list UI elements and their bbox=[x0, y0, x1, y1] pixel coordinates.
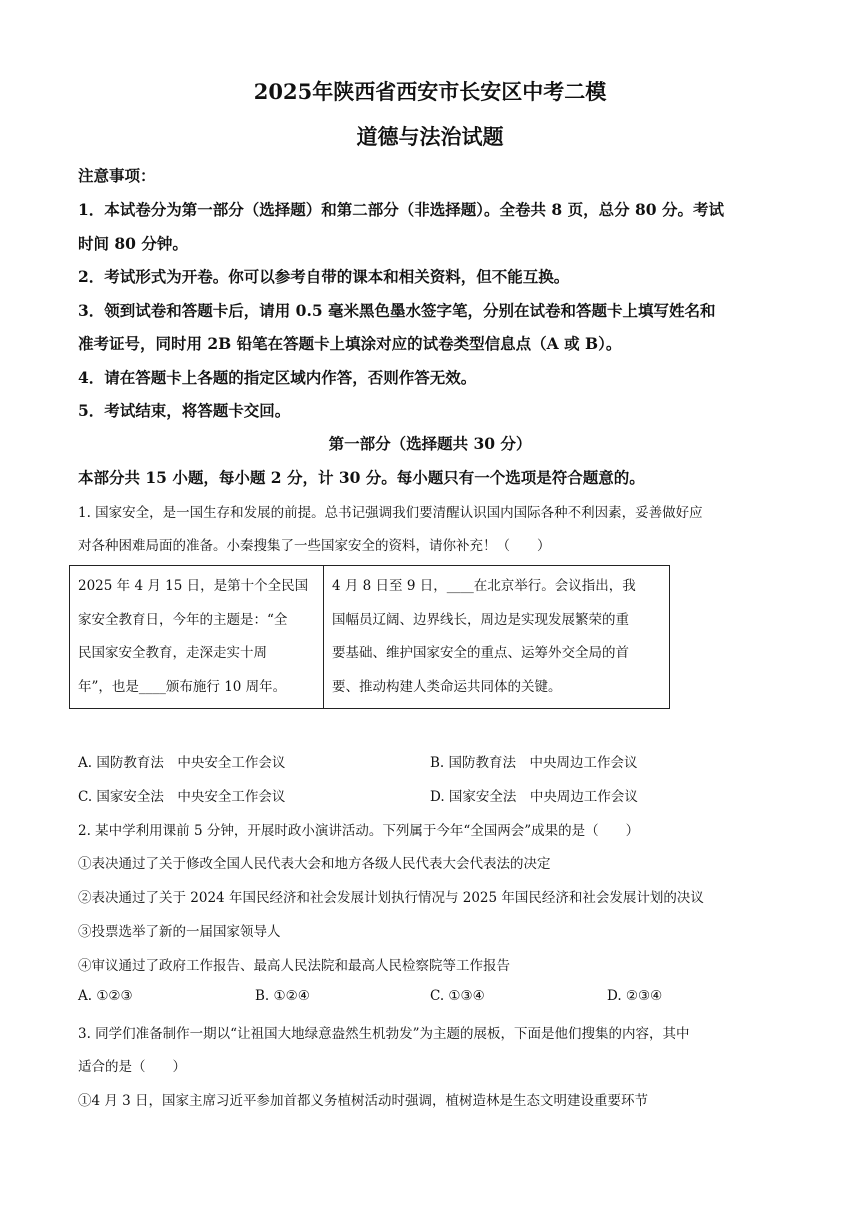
q2-stem: 2. 某中学利用课前 5 分钟，开展时政小演讲活动。下列属于今年“全国两会”成果的是（ ） bbox=[78, 823, 640, 839]
exam-subject-title: 道德与法治试题 bbox=[356, 124, 504, 149]
notice-line-5: 5．考试结束，将答题卡交回。 bbox=[78, 401, 291, 420]
q1-table-right-line: 要基础、维护国家安全的重点、运筹外交全局的首 bbox=[332, 645, 629, 661]
notice-line-1: 1．本试卷分为第一部分（选择题）和第二部分（非选择题）。全卷共 8 页，总分 80 分。考试 bbox=[78, 200, 724, 219]
notice-heading: 注意事项： bbox=[78, 166, 156, 185]
notice-line-3-cont: 准考证号，同时用 2B 铅笔在答题卡上填涂对应的试卷类型信息点（A 或 B）。 bbox=[78, 334, 622, 353]
q2-option-b: B. ①②④ bbox=[255, 988, 310, 1004]
q1-table-left-line: 年”，也是____颁布施行 10 周年。 bbox=[78, 678, 287, 695]
notice-line-3: 3．领到试卷和答题卡后，请用 0.5 毫米黑色墨水签字笔，分别在试卷和答题卡上填写姓名和 bbox=[78, 301, 716, 320]
q1-stem-line-1: 1. 国家安全，是一国生存和发展的前提。总书记强调我们要清醒认识国内国际各种不利因素，妥善做好应 bbox=[78, 505, 703, 521]
q2-option-d: D. ②③④ bbox=[607, 988, 663, 1004]
q3-stem-line-2: 适合的是（ ） bbox=[78, 1059, 186, 1075]
exam-title: 2025年陕西省西安市长安区中考二模 bbox=[253, 79, 607, 104]
part1-instruction: 本部分共 15 小题，每小题 2 分，计 30 分。每小题只有一个选项是符合题意的。 bbox=[78, 468, 645, 487]
q1-table-cell-right bbox=[324, 566, 669, 708]
q2-item-1: ①表决通过了关于修改全国人民代表大会和地方各级人民代表大会代表法的决定 bbox=[78, 856, 551, 872]
q2-item-3: ③投票选举了新的一届国家领导人 bbox=[78, 924, 281, 940]
notice-line-4: 4．请在答题卡上各题的指定区域内作答，否则作答无效。 bbox=[78, 368, 477, 387]
q1-table-left-line: 家安全教育日，今年的主题是：“全 bbox=[78, 611, 288, 628]
q3-stem-line-1: 3. 同学们准备制作一期以“让祖国大地绿意盎然生机勃发”为主题的展板，下面是他们搜集的内容，其中 bbox=[78, 1026, 690, 1042]
notice-line-2: 2．考试形式为开卷。你可以参考自带的课本和相关资料，但不能互换。 bbox=[78, 267, 570, 286]
notice-line-1-cont: 时间 80 分钟。 bbox=[78, 234, 188, 253]
q1-info-table bbox=[69, 565, 670, 709]
q2-option-a: A. ①②③ bbox=[78, 988, 133, 1004]
q1-option-d: D. 国家安全法 中央周边工作会议 bbox=[430, 789, 638, 805]
q1-option-c: C. 国家安全法 中央安全工作会议 bbox=[78, 789, 286, 805]
q2-option-c: C. ①③④ bbox=[430, 988, 485, 1004]
q1-option-b: B. 国防教育法 中央周边工作会议 bbox=[430, 755, 638, 771]
q2-item-2: ②表决通过了关于 2024 年国民经济和社会发展计划执行情况与 2025 年国民经济和社会发展计划的决议 bbox=[78, 890, 704, 906]
q2-item-4: ④审议通过了政府工作报告、最高人民法院和最高人民检察院等工作报告 bbox=[78, 958, 510, 974]
q1-table-left-line: 2025 年 4 月 15 日，是第十个全民国 bbox=[78, 578, 309, 594]
q1-stem-line-2: 对各种困难局面的准备。小秦搜集了一些国家安全的资料，请你补充！（ ） bbox=[78, 538, 551, 554]
q1-table-right-line: 4 月 8 日至 9 日，____在北京举行。会议指出，我 bbox=[332, 578, 636, 594]
q1-table-cell-left bbox=[70, 566, 324, 708]
q1-table-right-line: 国幅员辽阔、边界线长，周边是实现发展繁荣的重 bbox=[332, 611, 629, 628]
q1-option-a: A. 国防教育法 中央安全工作会议 bbox=[78, 755, 286, 771]
q1-table-right-line: 要、推动构建人类命运共同体的关键。 bbox=[332, 678, 562, 695]
q3-item-1: ①4 月 3 日，国家主席习近平参加首都义务植树活动时强调，植树造林是生态文明建设重要环节 bbox=[78, 1093, 649, 1109]
q1-table-left-line: 民国家安全教育，走深走实十周 bbox=[78, 645, 267, 661]
part1-heading: 第一部分（选择题共 30 分） bbox=[328, 434, 532, 453]
